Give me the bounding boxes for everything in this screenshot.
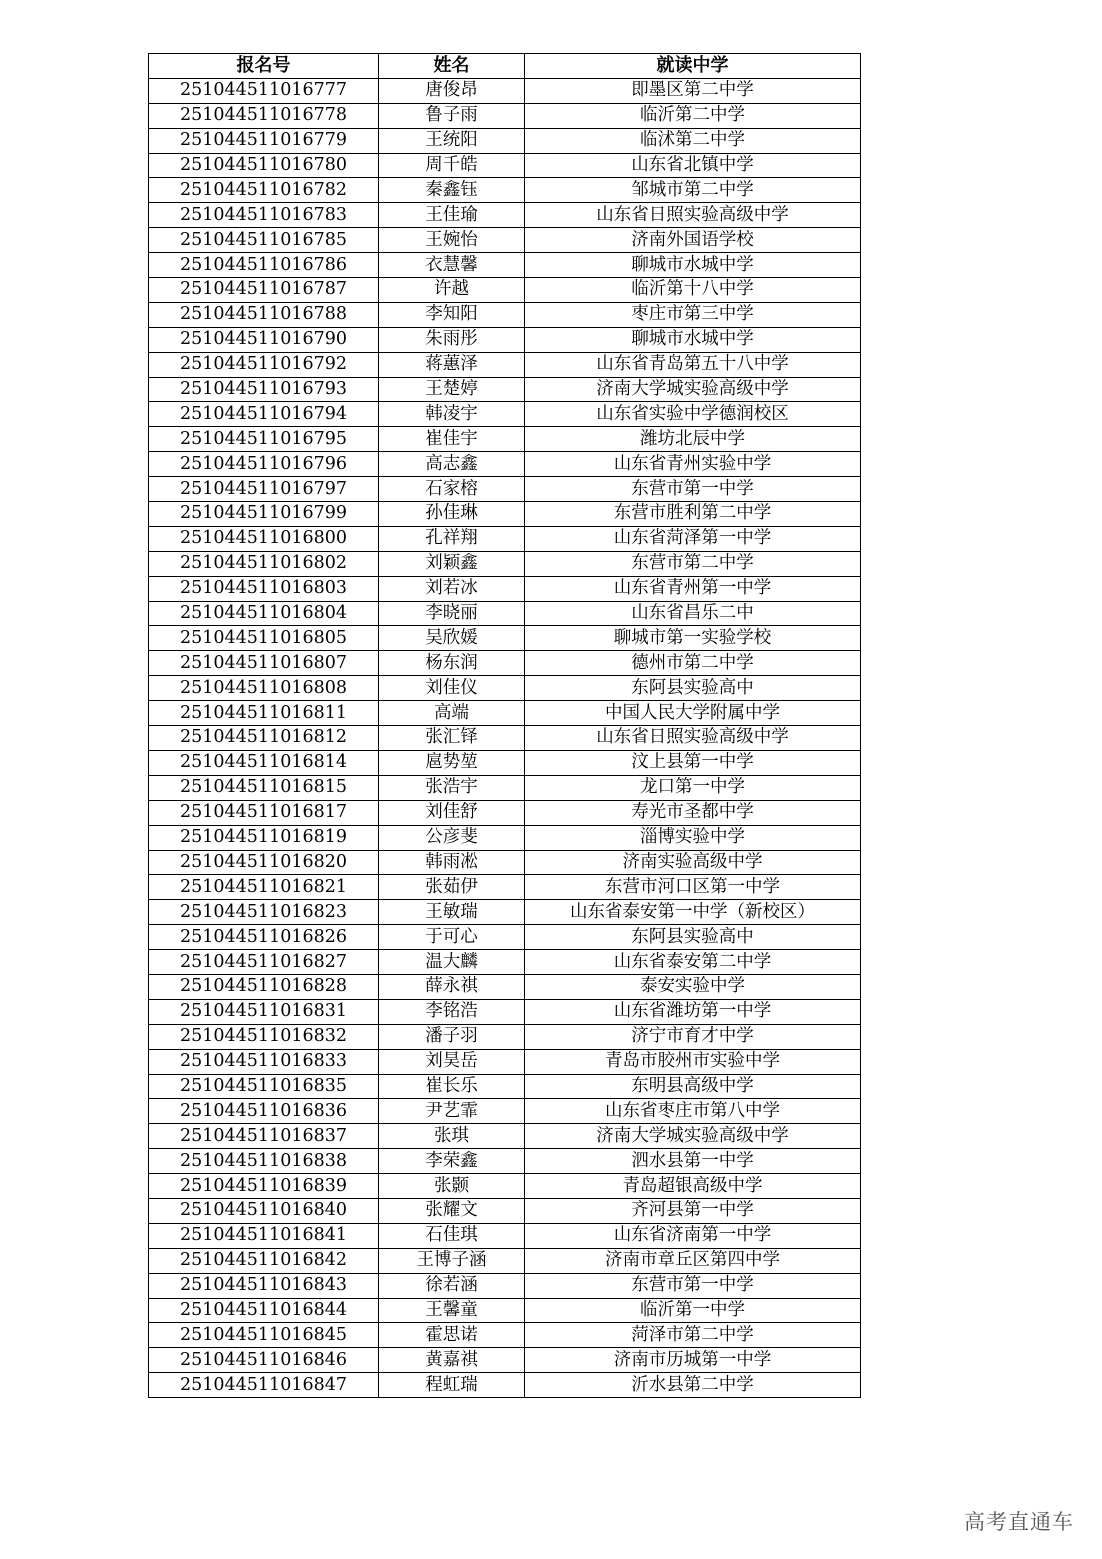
table-row: [149, 900, 861, 925]
registration-number-cell: 251044511016793: [149, 377, 379, 402]
header-name: 姓名: [379, 54, 525, 79]
registration-number-cell: 251044511016792: [149, 352, 379, 377]
school-cell: 山东省潍坊第一中学: [525, 999, 861, 1024]
registration-number-cell: 251044511016808: [149, 676, 379, 701]
school-cell: 菏泽市第二中学: [525, 1323, 861, 1348]
table-row: [149, 103, 861, 128]
table-row: [149, 626, 861, 651]
registration-number-cell: 251044511016797: [149, 477, 379, 502]
table-row: [149, 1373, 861, 1398]
registration-number-cell: 251044511016804: [149, 601, 379, 626]
table-row: [149, 477, 861, 502]
registration-number-cell: 251044511016840: [149, 1198, 379, 1223]
registration-number-cell: 251044511016820: [149, 850, 379, 875]
table-row: [149, 1323, 861, 1348]
registration-number-cell: 251044511016828: [149, 974, 379, 999]
school-cell: 临沭第二中学: [525, 128, 861, 153]
table-row: [149, 676, 861, 701]
student-name-cell: 薛永祺: [379, 974, 525, 999]
school-cell: 临沂第十八中学: [525, 278, 861, 303]
school-cell: 山东省青州实验中学: [525, 452, 861, 477]
registration-number-cell: 251044511016839: [149, 1174, 379, 1199]
table-row: [149, 327, 861, 352]
table-header-row: [149, 54, 861, 79]
table-row: [149, 999, 861, 1024]
header-registration-number: 报名号: [149, 54, 379, 79]
student-name-cell: 鲁子雨: [379, 103, 525, 128]
student-name-cell: 王敏瑞: [379, 900, 525, 925]
student-name-cell: 刘昊岳: [379, 1049, 525, 1074]
registration-number-cell: 251044511016821: [149, 875, 379, 900]
student-name-cell: 韩雨凇: [379, 850, 525, 875]
student-name-cell: 刘佳舒: [379, 800, 525, 825]
table-row: [149, 153, 861, 178]
school-cell: 东明县高级中学: [525, 1074, 861, 1099]
table-row: [149, 402, 861, 427]
school-cell: 济宁市育才中学: [525, 1024, 861, 1049]
table-row: [149, 253, 861, 278]
school-cell: 泰安实验中学: [525, 974, 861, 999]
table-row: [149, 1049, 861, 1074]
student-name-cell: 石佳琪: [379, 1223, 525, 1248]
student-name-cell: 刘颖鑫: [379, 551, 525, 576]
school-cell: 山东省昌乐二中: [525, 601, 861, 626]
school-cell: 临沂第一中学: [525, 1298, 861, 1323]
student-name-cell: 徐若涵: [379, 1273, 525, 1298]
student-name-cell: 张耀文: [379, 1198, 525, 1223]
registration-number-cell: 251044511016811: [149, 701, 379, 726]
student-name-cell: 唐俊昂: [379, 78, 525, 103]
registration-number-cell: 251044511016796: [149, 452, 379, 477]
student-name-cell: 张浩宇: [379, 775, 525, 800]
table-row: [149, 178, 861, 203]
school-cell: 东阿县实验高中: [525, 676, 861, 701]
school-cell: 青岛超银高级中学: [525, 1174, 861, 1199]
registration-number-cell: 251044511016836: [149, 1099, 379, 1124]
table-row: [149, 1298, 861, 1323]
student-name-cell: 王博子涵: [379, 1248, 525, 1273]
school-cell: 济南实验高级中学: [525, 850, 861, 875]
table-row: [149, 452, 861, 477]
table-row: [149, 1024, 861, 1049]
table-row: [149, 925, 861, 950]
student-name-cell: 程虹瑞: [379, 1373, 525, 1398]
registration-number-cell: 251044511016841: [149, 1223, 379, 1248]
school-cell: 山东省实验中学德润校区: [525, 402, 861, 427]
table-row: [149, 128, 861, 153]
table-body: [149, 78, 861, 1397]
table-row: [149, 78, 861, 103]
student-name-cell: 张琪: [379, 1124, 525, 1149]
student-name-cell: 高端: [379, 701, 525, 726]
registration-number-cell: 251044511016788: [149, 302, 379, 327]
school-cell: 临沂第二中学: [525, 103, 861, 128]
student-name-cell: 王馨童: [379, 1298, 525, 1323]
table-row: [149, 651, 861, 676]
school-cell: 中国人民大学附属中学: [525, 701, 861, 726]
student-name-cell: 杨东润: [379, 651, 525, 676]
school-cell: 山东省菏泽第一中学: [525, 526, 861, 551]
registration-number-cell: 251044511016847: [149, 1373, 379, 1398]
school-cell: 山东省日照实验高级中学: [525, 203, 861, 228]
school-cell: 即墨区第二中学: [525, 78, 861, 103]
student-name-cell: 王统阳: [379, 128, 525, 153]
table-row: [149, 800, 861, 825]
table-row: [149, 974, 861, 999]
table-row: [149, 1124, 861, 1149]
school-cell: 山东省青岛第五十八中学: [525, 352, 861, 377]
school-cell: 淄博实验中学: [525, 825, 861, 850]
table-row: [149, 278, 861, 303]
student-name-cell: 蒋蕙泽: [379, 352, 525, 377]
student-name-cell: 韩凌宇: [379, 402, 525, 427]
registration-number-cell: 251044511016831: [149, 999, 379, 1024]
registration-number-cell: 251044511016817: [149, 800, 379, 825]
registration-number-cell: 251044511016799: [149, 502, 379, 527]
registration-number-cell: 251044511016805: [149, 626, 379, 651]
student-name-cell: 刘若冰: [379, 576, 525, 601]
student-name-cell: 潘子羽: [379, 1024, 525, 1049]
registration-number-cell: 251044511016780: [149, 153, 379, 178]
school-cell: 聊城市第一实验学校: [525, 626, 861, 651]
registration-number-cell: 251044511016783: [149, 203, 379, 228]
table-row: [149, 352, 861, 377]
school-cell: 东营市胜利第二中学: [525, 502, 861, 527]
registration-number-cell: 251044511016846: [149, 1348, 379, 1373]
registration-number-cell: 251044511016838: [149, 1149, 379, 1174]
student-name-cell: 石家榕: [379, 477, 525, 502]
table-row: [149, 1223, 861, 1248]
admission-table: [148, 53, 861, 1398]
registration-number-cell: 251044511016833: [149, 1049, 379, 1074]
table-row: [149, 203, 861, 228]
school-cell: 枣庄市第三中学: [525, 302, 861, 327]
registration-number-cell: 251044511016795: [149, 427, 379, 452]
student-name-cell: 周千皓: [379, 153, 525, 178]
school-cell: 济南大学城实验高级中学: [525, 377, 861, 402]
student-name-cell: 王楚婷: [379, 377, 525, 402]
student-name-cell: 秦鑫钰: [379, 178, 525, 203]
table-row: [149, 576, 861, 601]
school-cell: 济南市历城第一中学: [525, 1348, 861, 1373]
school-cell: 沂水县第二中学: [525, 1373, 861, 1398]
student-name-cell: 于可心: [379, 925, 525, 950]
school-cell: 龙口第一中学: [525, 775, 861, 800]
table-row: [149, 502, 861, 527]
student-name-cell: 张茹伊: [379, 875, 525, 900]
school-cell: 潍坊北辰中学: [525, 427, 861, 452]
table-row: [149, 825, 861, 850]
school-cell: 青岛市胶州市实验中学: [525, 1049, 861, 1074]
school-cell: 济南市章丘区第四中学: [525, 1248, 861, 1273]
student-name-cell: 张颢: [379, 1174, 525, 1199]
school-cell: 聊城市水城中学: [525, 253, 861, 278]
table-row: [149, 726, 861, 751]
table-row: [149, 1273, 861, 1298]
school-cell: 山东省青州第一中学: [525, 576, 861, 601]
student-name-cell: 黄嘉祺: [379, 1348, 525, 1373]
school-cell: 山东省泰安第一中学（新校区）: [525, 900, 861, 925]
table-row: [149, 377, 861, 402]
registration-number-cell: 251044511016802: [149, 551, 379, 576]
student-name-cell: 刘佳仪: [379, 676, 525, 701]
student-name-cell: 扈势堃: [379, 750, 525, 775]
table-row: [149, 1198, 861, 1223]
student-name-cell: 张汇铎: [379, 726, 525, 751]
school-cell: 汶上县第一中学: [525, 750, 861, 775]
school-cell: 德州市第二中学: [525, 651, 861, 676]
registration-number-cell: 251044511016803: [149, 576, 379, 601]
registration-number-cell: 251044511016823: [149, 900, 379, 925]
school-cell: 济南外国语学校: [525, 228, 861, 253]
registration-number-cell: 251044511016794: [149, 402, 379, 427]
registration-number-cell: 251044511016787: [149, 278, 379, 303]
student-name-cell: 吴欣媛: [379, 626, 525, 651]
school-cell: 齐河县第一中学: [525, 1198, 861, 1223]
registration-number-cell: 251044511016779: [149, 128, 379, 153]
header-school: 就读中学: [525, 54, 861, 79]
registration-number-cell: 251044511016827: [149, 950, 379, 975]
school-cell: 山东省枣庄市第八中学: [525, 1099, 861, 1124]
table-row: [149, 551, 861, 576]
table-row: [149, 850, 861, 875]
registration-number-cell: 251044511016800: [149, 526, 379, 551]
student-name-cell: 孙佳琳: [379, 502, 525, 527]
registration-number-cell: 251044511016819: [149, 825, 379, 850]
table-row: [149, 302, 861, 327]
student-name-cell: 李晓丽: [379, 601, 525, 626]
registration-number-cell: 251044511016807: [149, 651, 379, 676]
school-cell: 东阿县实验高中: [525, 925, 861, 950]
table-row: [149, 1074, 861, 1099]
school-cell: 东营市河口区第一中学: [525, 875, 861, 900]
school-cell: 济南大学城实验高级中学: [525, 1124, 861, 1149]
table-row: [149, 1174, 861, 1199]
registration-number-cell: 251044511016844: [149, 1298, 379, 1323]
student-name-cell: 王佳瑜: [379, 203, 525, 228]
school-cell: 泗水县第一中学: [525, 1149, 861, 1174]
table-row: [149, 1348, 861, 1373]
registration-number-cell: 251044511016782: [149, 178, 379, 203]
registration-number-cell: 251044511016832: [149, 1024, 379, 1049]
table-row: [149, 701, 861, 726]
school-cell: 山东省日照实验高级中学: [525, 726, 861, 751]
student-name-cell: 高志鑫: [379, 452, 525, 477]
student-name-cell: 衣慧馨: [379, 253, 525, 278]
registration-number-cell: 251044511016845: [149, 1323, 379, 1348]
student-name-cell: 许越: [379, 278, 525, 303]
student-name-cell: 公彦斐: [379, 825, 525, 850]
student-name-cell: 李知阳: [379, 302, 525, 327]
registration-number-cell: 251044511016790: [149, 327, 379, 352]
registration-number-cell: 251044511016835: [149, 1074, 379, 1099]
registration-number-cell: 251044511016837: [149, 1124, 379, 1149]
school-cell: 山东省泰安第二中学: [525, 950, 861, 975]
student-name-cell: 崔佳宇: [379, 427, 525, 452]
student-name-cell: 温大麟: [379, 950, 525, 975]
table-row: [149, 601, 861, 626]
school-cell: 东营市第二中学: [525, 551, 861, 576]
student-name-cell: 李铭浩: [379, 999, 525, 1024]
table-row: [149, 750, 861, 775]
school-cell: 山东省济南第一中学: [525, 1223, 861, 1248]
student-name-cell: 李荣鑫: [379, 1149, 525, 1174]
table-row: [149, 875, 861, 900]
school-cell: 东营市第一中学: [525, 477, 861, 502]
student-name-cell: 尹艺霏: [379, 1099, 525, 1124]
registration-number-cell: 251044511016814: [149, 750, 379, 775]
watermark-text: 高考直通车: [964, 1510, 1074, 1534]
registration-number-cell: 251044511016777: [149, 78, 379, 103]
student-name-cell: 霍思诺: [379, 1323, 525, 1348]
registration-number-cell: 251044511016826: [149, 925, 379, 950]
student-name-cell: 崔长乐: [379, 1074, 525, 1099]
table-row: [149, 775, 861, 800]
table-row: [149, 1248, 861, 1273]
registration-number-cell: 251044511016843: [149, 1273, 379, 1298]
table-row: [149, 1099, 861, 1124]
registration-number-cell: 251044511016778: [149, 103, 379, 128]
table-row: [149, 228, 861, 253]
school-cell: 山东省北镇中学: [525, 153, 861, 178]
school-cell: 邹城市第二中学: [525, 178, 861, 203]
table-row: [149, 1149, 861, 1174]
table-row: [149, 950, 861, 975]
table-row: [149, 427, 861, 452]
table-row: [149, 526, 861, 551]
registration-number-cell: 251044511016815: [149, 775, 379, 800]
school-cell: 东营市第一中学: [525, 1273, 861, 1298]
student-name-cell: 王婉怡: [379, 228, 525, 253]
student-name-cell: 孔祥翔: [379, 526, 525, 551]
registration-number-cell: 251044511016785: [149, 228, 379, 253]
student-name-cell: 朱雨彤: [379, 327, 525, 352]
registration-number-cell: 251044511016812: [149, 726, 379, 751]
registration-number-cell: 251044511016842: [149, 1248, 379, 1273]
school-cell: 寿光市圣都中学: [525, 800, 861, 825]
registration-number-cell: 251044511016786: [149, 253, 379, 278]
school-cell: 聊城市水城中学: [525, 327, 861, 352]
